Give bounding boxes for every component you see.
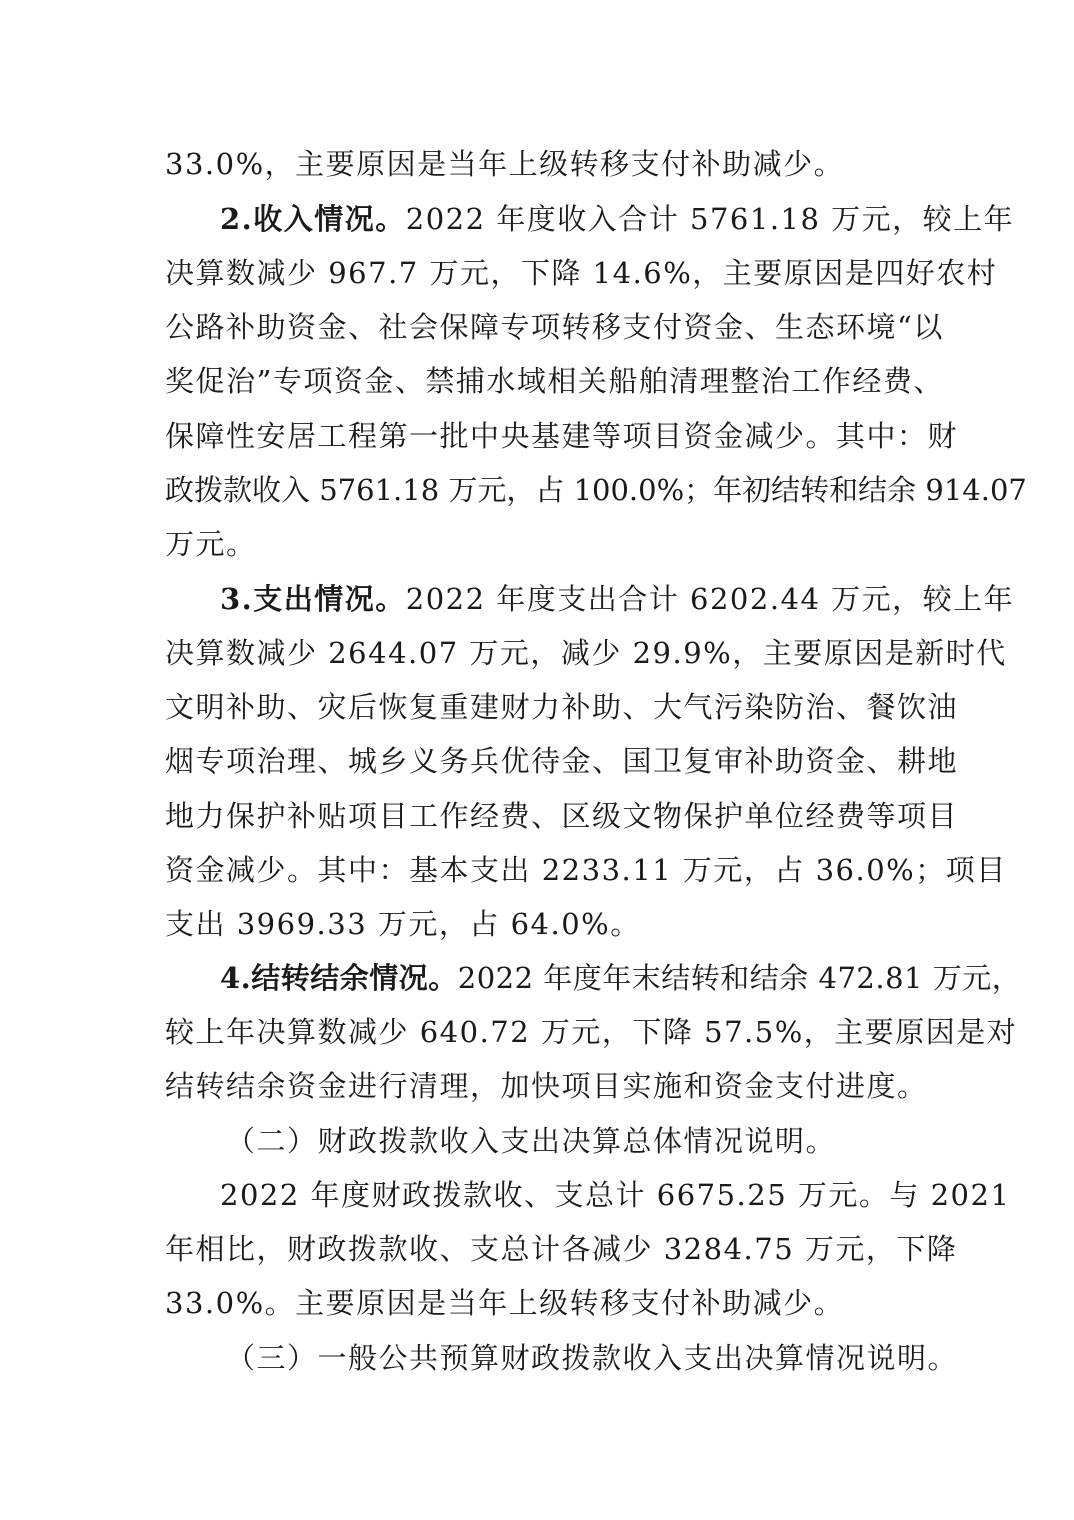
text-line	[220, 1168, 1011, 1222]
text-run: 公路补助资金、社会保障专项转移支付资金、生态环境“以	[165, 310, 944, 344]
text-run: 33.0%。主要原因是当年上级转移支付补助减少。	[165, 1286, 845, 1320]
text-run: （三）一般公共预算财政拨款收入支出决算情况说明。	[226, 1341, 959, 1375]
text-line	[165, 897, 913, 951]
text-line	[165, 680, 959, 734]
text-line	[165, 300, 944, 354]
text-run: 33.0%，主要原因是当年上级转移支付补助减少。	[165, 147, 845, 181]
text-line	[165, 517, 913, 571]
text-line	[165, 354, 944, 408]
text-run: 2022 年度收入合计 5761.18 万元，较上年	[405, 202, 1015, 236]
text-run: 资金减少。其中：基本支出 2233.11 万元，占 36.0%；项目	[165, 853, 1007, 887]
section-carryover-line	[220, 951, 1022, 1005]
text-run: 年相比，财政拨款收、支总计各减少 3284.75 万元，下降	[165, 1232, 958, 1266]
text-run: 政拨款收入 5761.18 万元，占 100.0%；年初结转和结余 914.07	[165, 473, 1027, 507]
text-run: 文明补助、灾后恢复重建财力补助、大气污染防治、餐饮油	[165, 690, 959, 724]
text-run: 2022 年度年末结转和结余 472.81 万元，	[457, 961, 1022, 995]
text-run: （二）财政拨款收入支出决算总体情况说明。	[226, 1124, 837, 1158]
text-run: 支出 3969.33 万元，占 64.0%。	[165, 907, 641, 941]
text-line	[165, 1222, 958, 1276]
section-heading-carryover: 4.结转结余情况。	[220, 961, 458, 995]
text-line	[165, 1059, 928, 1113]
text-run: 2022 年度支出合计 6202.44 万元，较上年	[405, 582, 1015, 616]
text-run: 2022 年度财政拨款收、支总计 6675.25 万元。与 2021	[220, 1178, 1011, 1212]
text-line	[165, 626, 1007, 680]
text-line	[165, 463, 1027, 517]
text-line	[165, 843, 1007, 897]
section-heading-income: 2.收入情况。	[220, 202, 406, 236]
section-income-line	[220, 192, 1015, 246]
text-run: 较上年决算数减少 640.72 万元，下降 57.5%，主要原因是对	[165, 1015, 1018, 1049]
text-run: 奖促治”专项资金、禁捕水域相关船舶清理整治工作经费、	[165, 364, 944, 398]
text-line	[165, 409, 959, 463]
text-line	[165, 1276, 913, 1330]
subsection-heading-2	[226, 1114, 913, 1168]
subsection-heading-3	[226, 1331, 959, 1385]
text-run: 决算数减少 967.7 万元，下降 14.6%，主要原因是四好农村	[165, 256, 998, 290]
text-run: 烟专项治理、城乡义务兵优待金、国卫复审补助资金、耕地	[165, 744, 959, 778]
text-line	[165, 734, 959, 788]
text-line	[165, 789, 959, 843]
text-run: 决算数减少 2644.07 万元，减少 29.9%，主要原因是新时代	[165, 636, 1007, 670]
text-run: 保障性安居工程第一批中央基建等项目资金减少。其中：财	[165, 419, 959, 453]
text-line	[165, 246, 998, 300]
text-line	[165, 1005, 1018, 1059]
text-run: 地力保护补贴项目工作经费、区级文物保护单位经费等项目	[165, 799, 959, 833]
text-line	[165, 137, 913, 191]
section-expenditure-line	[220, 572, 1015, 626]
section-heading-expenditure: 3.支出情况。	[220, 582, 406, 616]
text-run: 万元。	[165, 527, 257, 561]
text-run: 结转结余资金进行清理，加快项目实施和资金支付进度。	[165, 1069, 928, 1103]
